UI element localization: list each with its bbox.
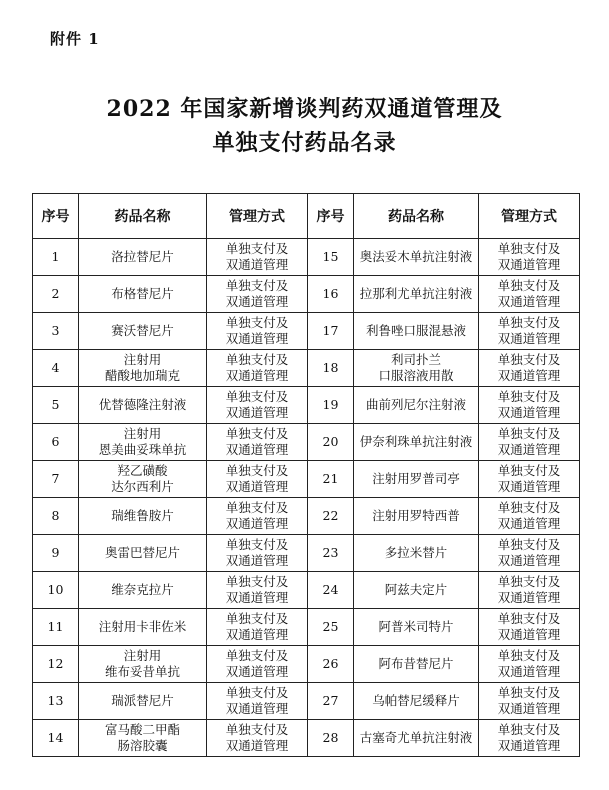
management-mode-cell — [207, 461, 308, 498]
management-mode-line: 单独支付及 — [225, 315, 289, 330]
management-mode-line: 单独支付及 — [225, 463, 289, 478]
serial-number-cell: 17 — [308, 313, 354, 350]
table-row — [33, 313, 580, 350]
drug-name-line: 瑞派替尼片 — [111, 693, 174, 708]
management-mode-cell — [479, 239, 580, 276]
drug-name-cell — [79, 646, 207, 683]
serial-number-cell: 13 — [33, 683, 79, 720]
serial-number-cell: 12 — [33, 646, 79, 683]
management-mode-cell — [207, 387, 308, 424]
drug-name-line: 古塞奇尤单抗注射液 — [359, 730, 473, 745]
serial-number-cell: 5 — [33, 387, 79, 424]
table-row — [33, 424, 580, 461]
management-mode-cell — [479, 720, 580, 757]
drug-name-line: 乌帕替尼缓释片 — [372, 693, 460, 708]
serial-number-cell: 27 — [308, 683, 354, 720]
drug-name-line: 阿布昔替尼片 — [378, 656, 454, 671]
management-mode-cell — [479, 498, 580, 535]
drug-name-line: 维布妥昔单抗 — [104, 664, 180, 679]
management-mode-line: 双通道管理 — [497, 405, 561, 420]
table-body — [33, 239, 580, 757]
management-mode-cell — [207, 683, 308, 720]
table-row — [33, 498, 580, 535]
management-mode-line: 单独支付及 — [497, 315, 561, 330]
serial-number-cell: 7 — [33, 461, 79, 498]
drug-name-cell — [354, 239, 479, 276]
management-mode-line: 单独支付及 — [497, 685, 561, 700]
serial-number-cell: 22 — [308, 498, 354, 535]
management-mode-cell — [479, 461, 580, 498]
management-mode-line: 单独支付及 — [497, 537, 561, 552]
management-mode-line: 单独支付及 — [497, 389, 561, 404]
drug-name-cell — [354, 350, 479, 387]
drug-name-line: 维奈克拉片 — [111, 582, 174, 597]
serial-number-cell: 6 — [33, 424, 79, 461]
management-mode-cell — [479, 313, 580, 350]
management-mode-line: 单独支付及 — [225, 426, 289, 441]
management-mode-cell — [207, 535, 308, 572]
management-mode-line: 双通道管理 — [497, 738, 561, 753]
drug-name-cell — [354, 387, 479, 424]
table-header-row — [33, 194, 580, 239]
management-mode-line: 双通道管理 — [497, 294, 561, 309]
drug-name-cell — [354, 313, 479, 350]
drug-name-line: 口服溶液用散 — [378, 368, 454, 383]
serial-number-cell: 19 — [308, 387, 354, 424]
table-row — [33, 535, 580, 572]
management-mode-cell — [479, 350, 580, 387]
management-mode-cell — [207, 313, 308, 350]
drug-name-line: 注射用卡非佐米 — [98, 619, 187, 634]
management-mode-line: 双通道管理 — [497, 479, 561, 494]
management-mode-line: 双通道管理 — [225, 553, 289, 568]
management-mode-line: 双通道管理 — [225, 479, 289, 494]
serial-number-cell: 9 — [33, 535, 79, 572]
management-mode-line: 双通道管理 — [225, 664, 289, 679]
attachment-label: 附件 1 — [50, 30, 100, 48]
drug-name-cell — [79, 609, 207, 646]
drug-list-table — [32, 193, 580, 757]
header-serial-number: 序号 — [308, 194, 354, 239]
document-title-line-2: 单独支付药品名录 — [212, 130, 397, 156]
management-mode-line: 单独支付及 — [497, 574, 561, 589]
serial-number-cell: 21 — [308, 461, 354, 498]
management-mode-line: 单独支付及 — [497, 722, 561, 737]
management-mode-cell — [479, 646, 580, 683]
drug-name-cell — [354, 424, 479, 461]
table-row — [33, 683, 580, 720]
management-mode-cell — [207, 239, 308, 276]
drug-name-line: 注射用 — [123, 426, 162, 441]
drug-name-line: 洛拉替尼片 — [111, 249, 174, 264]
header-serial-number: 序号 — [33, 194, 79, 239]
drug-name-line: 注射用 — [123, 648, 162, 663]
drug-name-line: 注射用 — [123, 352, 162, 367]
serial-number-cell: 18 — [308, 350, 354, 387]
management-mode-cell — [479, 387, 580, 424]
header-drug-name: 药品名称 — [354, 194, 479, 239]
management-mode-cell — [479, 683, 580, 720]
serial-number-cell: 10 — [33, 572, 79, 609]
serial-number-cell: 3 — [33, 313, 79, 350]
drug-name-cell — [354, 683, 479, 720]
drug-name-line: 优替德隆注射液 — [98, 397, 187, 412]
table-row — [33, 350, 580, 387]
management-mode-line: 双通道管理 — [225, 701, 289, 716]
table-row — [33, 239, 580, 276]
management-mode-line: 双通道管理 — [497, 627, 561, 642]
management-mode-line: 单独支付及 — [225, 352, 289, 367]
table-row — [33, 387, 580, 424]
drug-name-line: 注射用罗普司亭 — [372, 471, 460, 486]
table-row — [33, 572, 580, 609]
drug-name-line: 恩美曲妥珠单抗 — [98, 442, 187, 457]
management-mode-line: 单独支付及 — [497, 500, 561, 515]
management-mode-line: 双通道管理 — [225, 331, 289, 346]
management-mode-line: 单独支付及 — [225, 241, 289, 256]
management-mode-line: 单独支付及 — [497, 352, 561, 367]
management-mode-line: 单独支付及 — [225, 500, 289, 515]
drug-name-line: 曲前列尼尔注射液 — [365, 397, 466, 412]
management-mode-cell — [479, 535, 580, 572]
serial-number-cell: 14 — [33, 720, 79, 757]
management-mode-cell — [207, 498, 308, 535]
management-mode-line: 双通道管理 — [225, 294, 289, 309]
management-mode-line: 双通道管理 — [225, 368, 289, 383]
header-management-mode: 管理方式 — [207, 194, 308, 239]
serial-number-cell: 2 — [33, 276, 79, 313]
management-mode-line: 单独支付及 — [225, 537, 289, 552]
header-management-mode: 管理方式 — [479, 194, 580, 239]
management-mode-line: 双通道管理 — [497, 442, 561, 457]
management-mode-line: 单独支付及 — [225, 278, 289, 293]
drug-name-line: 利鲁唑口服混悬液 — [365, 323, 466, 338]
serial-number-cell: 24 — [308, 572, 354, 609]
management-mode-line: 双通道管理 — [225, 738, 289, 753]
serial-number-cell: 15 — [308, 239, 354, 276]
drug-name-cell — [79, 683, 207, 720]
management-mode-cell — [207, 609, 308, 646]
drug-name-line: 富马酸二甲酯 — [104, 722, 180, 737]
management-mode-line: 双通道管理 — [225, 590, 289, 605]
management-mode-line: 单独支付及 — [497, 463, 561, 478]
drug-name-line: 阿普米司特片 — [378, 619, 454, 634]
drug-name-line: 阿兹夫定片 — [384, 582, 448, 597]
drug-name-cell — [79, 313, 207, 350]
serial-number-cell: 1 — [33, 239, 79, 276]
drug-name-cell — [79, 498, 207, 535]
drug-name-line: 布格替尼片 — [111, 286, 174, 301]
drug-name-cell — [79, 572, 207, 609]
management-mode-line: 双通道管理 — [497, 590, 561, 605]
management-mode-line: 双通道管理 — [497, 664, 561, 679]
management-mode-line: 单独支付及 — [497, 648, 561, 663]
management-mode-line: 双通道管理 — [497, 368, 561, 383]
management-mode-line: 双通道管理 — [225, 627, 289, 642]
serial-number-cell: 25 — [308, 609, 354, 646]
management-mode-cell — [207, 572, 308, 609]
management-mode-line: 单独支付及 — [225, 648, 289, 663]
drug-name-cell — [354, 498, 479, 535]
management-mode-cell — [479, 424, 580, 461]
management-mode-cell — [207, 424, 308, 461]
document-title-line-1: 2022 年国家新增谈判药双通道管理及 — [106, 96, 503, 122]
management-mode-line: 双通道管理 — [225, 405, 289, 420]
management-mode-line: 双通道管理 — [497, 516, 561, 531]
management-mode-line: 双通道管理 — [497, 553, 561, 568]
serial-number-cell: 4 — [33, 350, 79, 387]
serial-number-cell: 28 — [308, 720, 354, 757]
management-mode-line: 双通道管理 — [225, 516, 289, 531]
drug-name-cell — [354, 720, 479, 757]
management-mode-line: 单独支付及 — [225, 611, 289, 626]
management-mode-line: 单独支付及 — [497, 241, 561, 256]
drug-name-cell — [354, 646, 479, 683]
serial-number-cell: 26 — [308, 646, 354, 683]
serial-number-cell: 8 — [33, 498, 79, 535]
drug-name-line: 醋酸地加瑞克 — [104, 368, 180, 383]
drug-name-cell — [79, 424, 207, 461]
serial-number-cell: 23 — [308, 535, 354, 572]
management-mode-line: 双通道管理 — [497, 701, 561, 716]
drug-name-line: 奥雷巴替尼片 — [104, 545, 180, 560]
table-row — [33, 609, 580, 646]
management-mode-cell — [207, 350, 308, 387]
drug-name-cell — [79, 387, 207, 424]
management-mode-line: 双通道管理 — [497, 331, 561, 346]
table-row — [33, 461, 580, 498]
management-mode-line: 单独支付及 — [497, 426, 561, 441]
drug-name-cell — [79, 720, 207, 757]
management-mode-line: 单独支付及 — [225, 685, 289, 700]
management-mode-cell — [207, 720, 308, 757]
drug-name-cell — [79, 350, 207, 387]
drug-name-line: 达尔西利片 — [111, 479, 174, 494]
drug-name-line: 羟乙磺酸 — [117, 463, 168, 478]
drug-name-cell — [79, 239, 207, 276]
management-mode-line: 双通道管理 — [225, 442, 289, 457]
management-mode-cell — [479, 276, 580, 313]
management-mode-line: 单独支付及 — [225, 389, 289, 404]
serial-number-cell: 20 — [308, 424, 354, 461]
management-mode-line: 单独支付及 — [497, 278, 561, 293]
drug-name-cell — [354, 609, 479, 646]
drug-name-cell — [354, 276, 479, 313]
table-row — [33, 276, 580, 313]
drug-name-line: 拉那利尤单抗注射液 — [359, 286, 473, 301]
management-mode-cell — [479, 572, 580, 609]
drug-name-cell — [79, 535, 207, 572]
management-mode-line: 双通道管理 — [225, 257, 289, 272]
serial-number-cell: 16 — [308, 276, 354, 313]
management-mode-cell — [207, 646, 308, 683]
table-row — [33, 646, 580, 683]
drug-name-cell — [354, 572, 479, 609]
serial-number-cell: 11 — [33, 609, 79, 646]
drug-name-cell — [79, 276, 207, 313]
drug-name-line: 肠溶胶囊 — [117, 738, 168, 753]
management-mode-line: 单独支付及 — [225, 574, 289, 589]
drug-name-line: 奥法妥木单抗注射液 — [359, 249, 473, 264]
management-mode-line: 单独支付及 — [225, 722, 289, 737]
drug-name-line: 瑞维鲁胺片 — [111, 508, 174, 523]
drug-name-line: 多拉米替片 — [384, 545, 448, 560]
table-row — [33, 720, 580, 757]
management-mode-cell — [207, 276, 308, 313]
management-mode-line: 双通道管理 — [497, 257, 561, 272]
drug-name-cell — [354, 461, 479, 498]
drug-name-line: 利司扑兰 — [390, 352, 441, 367]
drug-name-cell — [79, 461, 207, 498]
drug-name-line: 赛沃替尼片 — [111, 323, 174, 338]
drug-name-cell — [354, 535, 479, 572]
header-drug-name: 药品名称 — [79, 194, 207, 239]
drug-name-line: 注射用罗特西普 — [372, 508, 460, 523]
drug-name-line: 伊奈利珠单抗注射液 — [359, 434, 473, 449]
management-mode-cell — [479, 609, 580, 646]
management-mode-line: 单独支付及 — [497, 611, 561, 626]
